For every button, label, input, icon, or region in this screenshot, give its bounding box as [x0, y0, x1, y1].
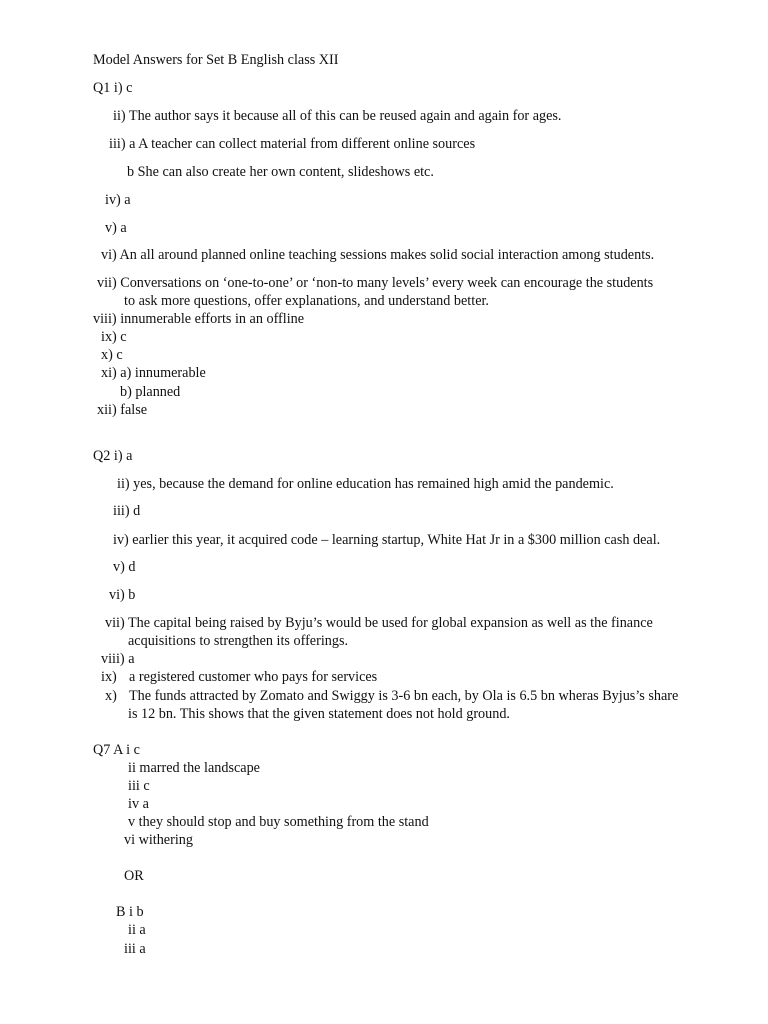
q2-answer-iii: iii) d: [113, 503, 141, 519]
q1-answer-xi-b: b) planned: [120, 384, 181, 400]
page-title: Model Answers for Set B English class XII: [93, 52, 339, 68]
q1-answer-vi: vi) An all around planned online teaching sessions makes solid social interaction among students.: [101, 247, 655, 263]
q2-answer-iv: iv) earlier this year, it acquired code – learning startup, White Hat Jr in a $300 million cash deal.: [113, 532, 661, 548]
q1-answer-xii: xii) false: [97, 402, 148, 418]
q1-answer-vii-line2: to ask more questions, offer explanations, and understand better.: [124, 293, 489, 309]
q1-answer-ii: ii) The author says it because all of this can be reused again and again for ages.: [113, 108, 562, 124]
q7-answer-b-iii: iii a: [124, 941, 146, 957]
q2-answer-x-text-line1: The funds attracted by Zomato and Swiggy is 3-6 bn each, by Ola is 6.5 bn wheras Byjus’s share: [129, 688, 679, 704]
q2-answer-vi: vi) b: [109, 587, 136, 603]
q1-answer-xi-a: xi) a) innumerable: [101, 365, 206, 381]
q1-answer-i: Q1 i) c: [93, 80, 133, 96]
q7-answer-a-v: v they should stop and buy something from the stand: [128, 814, 429, 830]
q2-answer-ii: ii) yes, because the demand for online education has remained high amid the pandemic.: [117, 476, 614, 492]
q1-answer-iv: iv) a: [105, 192, 131, 208]
q7-answer-a-i: Q7 A i c: [93, 742, 140, 758]
q2-answer-vii-line2: acquisitions to strengthen its offerings.: [128, 633, 349, 649]
q7-answer-b-i: B i b: [116, 904, 144, 920]
q2-answer-x-text-line2: is 12 bn. This shows that the given statement does not hold ground.: [128, 706, 510, 722]
q7-or-divider: OR: [124, 868, 144, 884]
q2-answer-vii-line1: vii) The capital being raised by Byju’s would be used for global expansion as well as the finance: [105, 615, 653, 631]
q1-answer-v: v) a: [105, 220, 127, 236]
q1-answer-vii-line1: vii) Conversations on ‘one-to-one’ or ‘non-to many levels’ every week can encourage the students: [97, 275, 654, 291]
q1-answer-viii: viii) innumerable efforts in an offline: [93, 311, 305, 327]
q7-answer-b-ii: ii a: [128, 922, 146, 938]
q2-answer-v: v) d: [113, 559, 136, 575]
q1-answer-ix: ix) c: [101, 329, 127, 345]
q7-answer-a-iii: iii c: [128, 778, 150, 794]
q2-answer-ix-text: a registered customer who pays for services: [129, 669, 378, 685]
q2-answer-i: Q2 i) a: [93, 448, 133, 464]
q1-answer-iii-a: iii) a A teacher can collect material from different online sources: [109, 136, 476, 152]
q2-answer-viii: viii) a: [101, 651, 135, 667]
q2-answer-ix-number: ix): [101, 669, 117, 685]
q7-answer-a-vi: vi withering: [124, 832, 193, 848]
q7-answer-a-iv: iv a: [128, 796, 149, 812]
q7-answer-a-ii: ii marred the landscape: [128, 760, 260, 776]
q2-answer-x-number: x): [105, 688, 117, 704]
q1-answer-iii-b: b She can also create her own content, slideshows etc.: [127, 164, 434, 180]
q1-answer-x: x) c: [101, 347, 123, 363]
